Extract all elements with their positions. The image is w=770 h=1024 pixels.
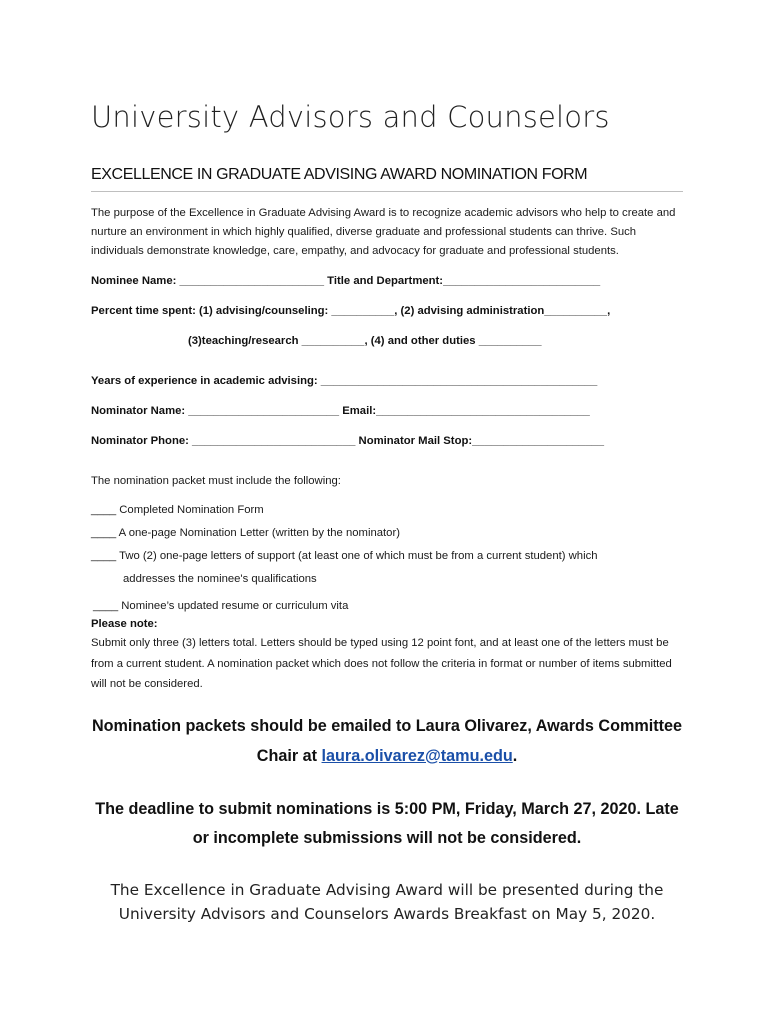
- email-submission-notice: [91, 711, 683, 771]
- form-subtitle: EXCELLENCE IN GRADUATE ADVISING AWARD NOMINATION FORM: [91, 164, 683, 192]
- email-link[interactable]: laura.olivarez@tamu.edu: [321, 746, 513, 765]
- checklist-item-resume[interactable]: ____ Nominee’s updated resume or curriculum vita: [93, 600, 349, 612]
- packet-requirements-intro: The nomination packet must include the following:: [91, 475, 341, 487]
- document-title: University Advisors and Counselors: [91, 100, 610, 134]
- packet-checklist: [91, 502, 683, 614]
- nomination-form-page: [91, 96, 683, 926]
- purpose-paragraph: The purpose of the Excellence in Graduate Advising Award is to recognize academic advisors who help to create and nurture an environment in which highly qualified, diverse graduate and professional students can thrive. Such individuals demonstrate knowledge, care, empathy, and advocacy for graduate and professional students.: [91, 207, 676, 257]
- percent-time-field-line-1[interactable]: Percent time spent: (1) advising/counseling: __________, (2) advising administration__________,: [91, 305, 611, 317]
- experience-years-field[interactable]: Years of experience in academic advising: ____________________________________________: [91, 375, 598, 387]
- award-presentation-notice: The Excellence in Graduate Advising Award will be presented during the University Advisors and Counselors Awards Breakfast on May 5, 2020.: [110, 880, 664, 923]
- email-notice-text: Nomination packets should be emailed to Laura Olivarez, Awards Committee Chair at: [91, 716, 683, 765]
- note-heading: Please note:: [91, 618, 158, 630]
- checklist-item-support-letters[interactable]: ____ Two (2) one-page letters of support (at least one of which must be from a current student) which: [91, 550, 598, 562]
- checklist-item-nomination-letter[interactable]: ____ A one-page Nomination Letter (written by the nominator): [91, 527, 400, 539]
- nominator-name-email-field[interactable]: Nominator Name: ________________________ Email:__________________________________: [91, 405, 590, 417]
- percent-time-field-line-2[interactable]: (3)teaching/research __________, (4) and other duties __________: [188, 335, 542, 347]
- nominator-phone-mailstop-field[interactable]: Nominator Phone: __________________________ Nominator Mail Stop:_____________________: [91, 435, 605, 447]
- checklist-item-nomination-form[interactable]: ____ Completed Nomination Form: [91, 504, 264, 516]
- deadline-notice: The deadline to submit nominations is 5:00 PM, Friday, March 27, 2020. Late or incomplete submissions will not be considered.: [95, 799, 679, 847]
- email-notice-period: .: [512, 746, 518, 765]
- checklist-item-support-letters-continued: addresses the nominee's qualifications: [123, 573, 317, 585]
- note-body: Submit only three (3) letters total. Letters should be typed using 12 point font, and at least one of the letters must be from a current student. A nomination packet which does not follow the criteria in format or number of items submitted will not be considered.: [91, 637, 672, 690]
- nominee-name-title-field[interactable]: Nominee Name: _______________________ Title and Department:_________________________: [91, 275, 601, 287]
